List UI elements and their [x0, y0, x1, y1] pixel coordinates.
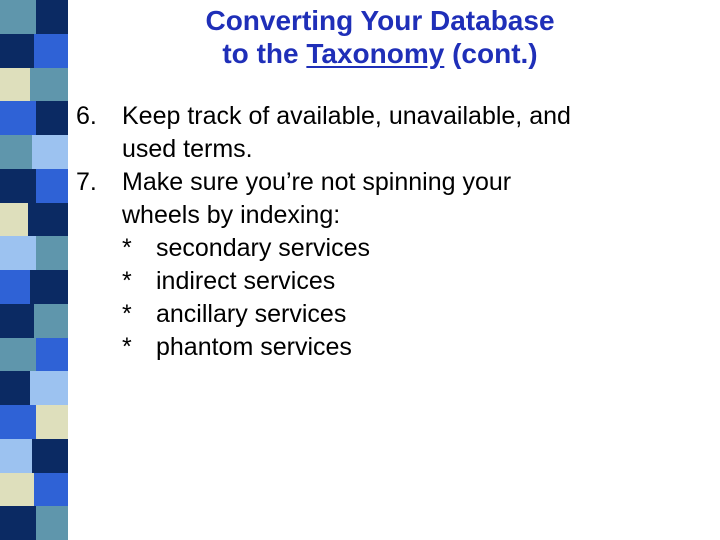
stripe-block [0, 439, 32, 473]
item-text: Keep track of available, unavailable, and [122, 102, 571, 130]
stripe-block [0, 371, 30, 405]
sub-item-text: ancillary services [156, 300, 347, 328]
item-7-line-2: wheels by indexing: [122, 201, 341, 229]
title-line-1: Converting Your Database [205, 5, 555, 36]
stripe-block [30, 371, 68, 405]
stripe-block [0, 506, 36, 540]
stripe-block [36, 405, 68, 439]
stripe-block [36, 338, 68, 372]
stripe-block [36, 101, 68, 135]
stripe-block [0, 473, 34, 507]
stripe-block [0, 135, 32, 169]
asterisk-bullet: * [122, 300, 132, 328]
sub-item-text: indirect services [156, 267, 336, 295]
stripe-block [34, 34, 68, 68]
title-line-2 [90, 37, 670, 70]
sub-item-text: phantom services [156, 333, 352, 361]
stripe-block [36, 169, 68, 203]
stripe-block [0, 203, 28, 237]
sub-item-ancillary [76, 298, 716, 331]
sub-item-secondary [76, 232, 716, 265]
item-6-line-2: used terms. [122, 135, 253, 163]
stripe-block [28, 203, 68, 237]
asterisk-bullet: * [122, 234, 132, 262]
title-line-2-suffix: (cont.) [444, 38, 538, 69]
slide-title [90, 4, 670, 70]
stripe-block [0, 338, 36, 372]
stripe-block [34, 473, 68, 507]
stripe-block [0, 68, 30, 102]
stripe-block [36, 236, 68, 270]
item-6-line-1 [76, 100, 716, 133]
stripe-block [0, 34, 34, 68]
title-line-2-prefix: to the [222, 38, 307, 69]
sub-item-phantom [76, 331, 716, 364]
stripe-block [0, 405, 36, 439]
item-text: Make sure you’re not spinning your [122, 168, 512, 196]
stripe-block [30, 270, 68, 304]
slide-body [76, 100, 716, 364]
stripe-block [0, 304, 34, 338]
item-7-line-1 [76, 166, 716, 199]
asterisk-bullet: * [122, 267, 132, 295]
stripe-block [32, 439, 68, 473]
stripe-block [34, 304, 68, 338]
stripe-block [0, 0, 36, 34]
stripe-block [0, 101, 36, 135]
stripe-block [36, 506, 68, 540]
stripe-block [32, 135, 68, 169]
sub-item-indirect [76, 265, 716, 298]
sub-item-text: secondary services [156, 234, 370, 262]
item-number: 7. [76, 168, 97, 196]
stripe-block [36, 0, 68, 34]
stripe-block [0, 270, 30, 304]
decorative-stripe-bar [0, 0, 68, 540]
asterisk-bullet: * [122, 333, 132, 361]
stripe-block [0, 236, 36, 270]
stripe-block [30, 68, 68, 102]
item-number: 6. [76, 102, 97, 130]
taxonomy-underlined-term: Taxonomy [306, 38, 445, 69]
stripe-block [0, 169, 36, 203]
